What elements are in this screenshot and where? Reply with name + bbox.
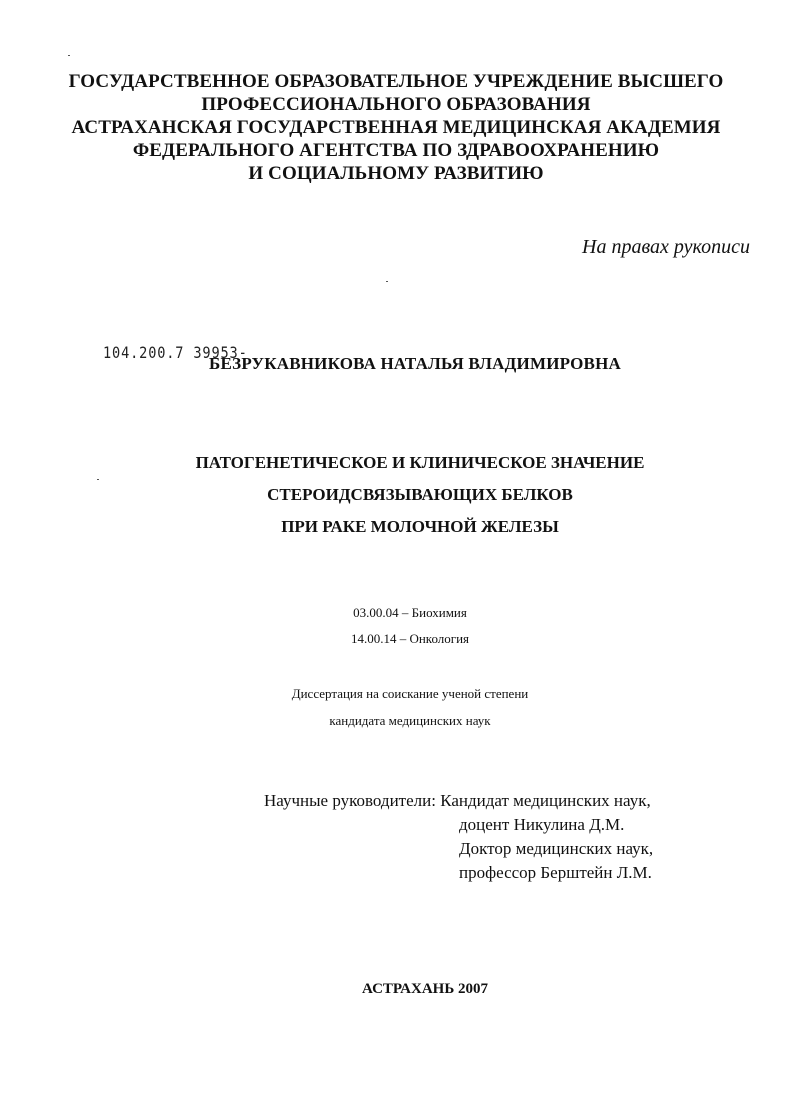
advisor-line: доцент Никулина Д.М. xyxy=(459,815,625,834)
scan-speck xyxy=(68,55,70,56)
header-line: ПРОФЕССИОНАЛЬНОГО ОБРАЗОВАНИЯ xyxy=(201,94,591,115)
title-line: ПАТОГЕНЕТИЧЕСКОЕ И КЛИНИЧЕСКОЕ ЗНАЧЕНИЕ xyxy=(195,453,645,472)
title-line: СТЕРОИДСВЯЗЫВАЮЩИХ БЕЛКОВ xyxy=(267,485,573,504)
specialty-line: 14.00.14 – Онкология xyxy=(350,631,470,646)
specialty-codes xyxy=(260,600,560,652)
scientific-advisors xyxy=(264,789,653,885)
degree-line: кандидата медицинских наук xyxy=(329,713,491,728)
header-line: И СОЦИАЛЬНОМУ РАЗВИТИЮ xyxy=(248,163,544,184)
advisor-line: Доктор медицинских наук, xyxy=(459,839,654,858)
city-year: АСТРАХАНЬ 2007 xyxy=(362,981,488,997)
degree-statement xyxy=(200,680,620,734)
title-line: ПРИ РАКЕ МОЛОЧНОЙ ЖЕЛЕЗЫ xyxy=(281,517,559,536)
author-name: БЕЗРУКАВНИКОВА НАТАЛЬЯ ВЛАДИМИРОВНА xyxy=(209,354,621,373)
rights-note: На правах рукописи xyxy=(582,236,750,258)
advisor-row xyxy=(264,789,653,813)
header-line: ФЕДЕРАЛЬНОГО АГЕНТСТВА ПО ЗДРАВООХРАНЕНИЮ xyxy=(132,140,660,161)
institution-header xyxy=(60,70,732,185)
scan-speck xyxy=(386,281,388,282)
scan-speck xyxy=(97,479,99,480)
advisor-line: профессор Берштейн Л.М. xyxy=(459,863,652,882)
advisor-line: Кандидат медицинских наук, xyxy=(440,791,651,810)
header-line: АСТРАХАНСКАЯ ГОСУДАРСТВЕННАЯ МЕДИЦИНСКАЯ АКАДЕМИЯ xyxy=(71,117,721,138)
specialty-line: 03.00.04 – Биохимия xyxy=(353,605,467,620)
header-line: ГОСУДАРСТВЕННОЕ ОБРАЗОВАТЕЛЬНОЕ УЧРЕЖДЕНИЕ ВЫСШЕГО xyxy=(68,71,724,92)
library-stamp-number: 104.200.7 39953- xyxy=(103,343,248,362)
advisors-label: Научные руководители: xyxy=(264,791,436,810)
dissertation-title xyxy=(100,447,740,543)
degree-line: Диссертация на соискание ученой степени xyxy=(291,686,529,701)
